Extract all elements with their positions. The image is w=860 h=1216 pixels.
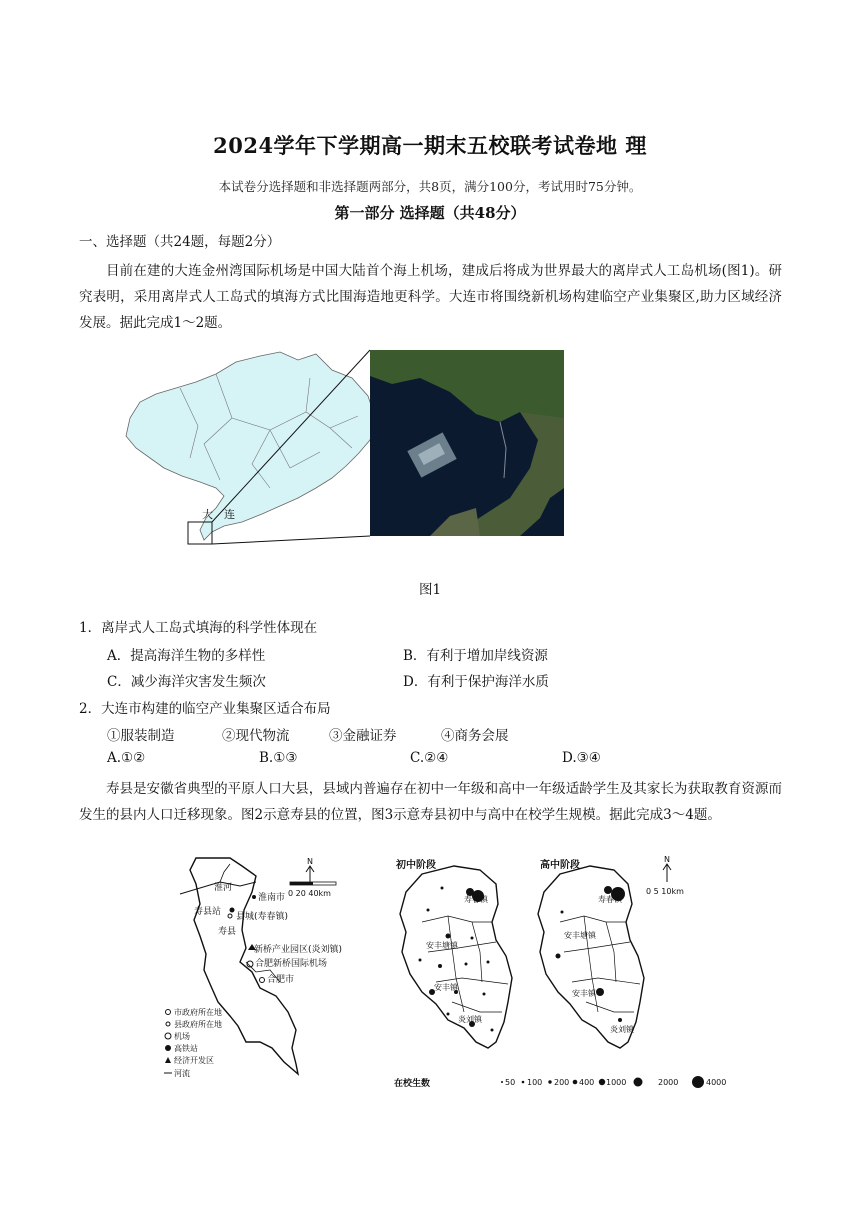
hefei-label: 合肥市 <box>267 975 295 985</box>
legend-4000: 4000 <box>706 1078 727 1087</box>
senior-map-outline <box>538 866 644 1048</box>
county-town-label: 县城(寿春镇) <box>236 912 289 922</box>
j-anfengtang-label: 安丰塘镇 <box>426 941 458 950</box>
scale-label: 0 20 40km <box>288 889 331 898</box>
scale-label: 0 5 10km <box>646 887 684 896</box>
airport-label: 合肥新桥国际机场 <box>255 959 328 969</box>
legend-county-gov: 县政府所在地 <box>174 1020 222 1029</box>
j-shouchun-label: 寿春镇 <box>464 895 488 904</box>
question-2-item-1: ①服装制造 <box>107 728 175 744</box>
question-2-option-d: D.③④ <box>562 750 601 766</box>
question-1-option-b: B．有利于增加岸线资源 <box>403 648 548 664</box>
s-anfengtang-label: 安丰塘镇 <box>564 931 596 940</box>
dalian-label: 大 连 <box>202 508 235 521</box>
question-2-option-c: C.②④ <box>410 750 449 766</box>
xinqiao-park-label: 新桥产业园区(炎刘镇) <box>254 945 343 955</box>
question-1-option-d: D．有利于保护海洋水质 <box>403 674 549 690</box>
figure-1-caption: 图1 <box>418 582 442 598</box>
north-label: N <box>664 855 670 864</box>
question-2-option-b: B.①③ <box>259 750 298 766</box>
station-label: 寿县站 <box>194 907 222 917</box>
passage-1: 目前在建的大连金州湾国际机场是中国大陆首个海上机场，建成后将成为世界最大的离岸式人工岛机场(图1)。研究表明，采用离岸式人工岛式的填海方式比围海造地更科学。大连市将围绕新机场构建临空产业集聚区,助力区域经济发展。据此完成1～2题。 <box>79 263 782 331</box>
legend-hsr-station: 高铁站 <box>174 1044 198 1053</box>
legend-1000: 1000 <box>606 1078 627 1087</box>
figure-2-shouxian-map <box>160 852 350 1094</box>
section-title: 第一部分 选择题（共48分） <box>334 204 526 222</box>
part-heading: 一、选择题（共24题，每题2分） <box>79 234 281 250</box>
figure-2-legend <box>164 1007 222 1078</box>
question-2-item-2: ②现代物流 <box>222 728 290 744</box>
question-1-stem: 1．离岸式人工岛式填海的科学性体现在 <box>79 620 318 636</box>
huaihe-label: 淮河 <box>214 883 233 893</box>
liaoning-province-map <box>126 352 376 540</box>
shouxian-label: 寿县 <box>218 927 237 937</box>
exam-instructions: 本试卷分选择题和非选择题两部分，共8页，满分100分，考试用时75分钟。 <box>218 179 642 194</box>
question-1-option-c: C．减少海洋灾害发生频次 <box>107 674 266 690</box>
legend-400: 400 <box>579 1078 595 1087</box>
legend-airport: 机场 <box>174 1032 190 1041</box>
senior-stage-label: 高中阶段 <box>540 860 580 871</box>
question-2-option-a: A.①② <box>107 750 146 766</box>
legend-2000: 2000 <box>658 1078 679 1087</box>
north-label: N <box>307 857 313 866</box>
question-2-item-4: ④商务会展 <box>441 728 509 744</box>
s-shouchun-label: 寿春镇 <box>598 895 622 904</box>
junior-stage-label: 初中阶段 <box>396 860 436 871</box>
question-2-stem: 2．大连市构建的临空产业集聚区适合布局 <box>79 701 331 717</box>
junior-map-outline <box>400 866 512 1048</box>
figure-1 <box>120 348 570 560</box>
question-2-item-3: ③金融证券 <box>329 728 397 744</box>
legend-title: 在校生数 <box>394 1079 431 1089</box>
legend-dev-zone: 经济开发区 <box>174 1056 214 1065</box>
figure-3-student-distribution <box>392 852 742 1094</box>
huainan-label: 淮南市 <box>258 893 286 903</box>
legend-200: 200 <box>554 1078 570 1087</box>
j-anfeng-label: 安丰镇 <box>434 983 458 992</box>
legend-city-gov: 市政府所在地 <box>174 1008 222 1017</box>
j-yanliu-label: 炎刘镇 <box>458 1015 482 1024</box>
legend-river: 河流 <box>174 1069 190 1078</box>
page-title: 2024学年下学期高一期末五校联考试卷地 理 <box>213 133 647 158</box>
legend-50: 50 <box>505 1078 516 1087</box>
figure-3-legend <box>394 1076 726 1089</box>
s-anfeng-label: 安丰镇 <box>572 989 596 998</box>
legend-100: 100 <box>527 1078 543 1087</box>
s-yanliu-label: 炎刘镇 <box>610 1025 634 1034</box>
question-1-option-a: A．提高海洋生物的多样性 <box>107 648 266 664</box>
passage-2: 寿县是安徽省典型的平原人口大县，县域内普遍存在初中一年级和高中一年级适龄学生及其家长为获取教育资源而发生的县内人口迁移现象。图2示意寿县的位置，图3示意寿县初中与高中在校学生规模。据此完成3～4题。 <box>79 781 782 823</box>
